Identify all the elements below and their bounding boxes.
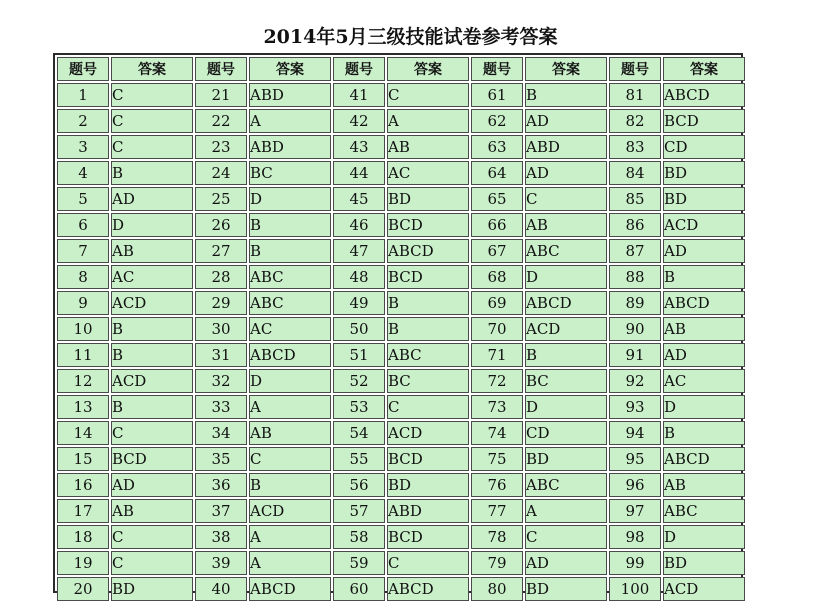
question-number: 29 <box>195 291 247 315</box>
question-number: 69 <box>471 291 523 315</box>
question-number: 24 <box>195 161 247 185</box>
question-number: 57 <box>333 499 385 523</box>
header-answer: 答案 <box>111 57 193 81</box>
answer-value: A <box>249 551 331 575</box>
answer-value: B <box>663 265 745 289</box>
question-number: 60 <box>333 577 385 601</box>
question-number: 40 <box>195 577 247 601</box>
answer-value: BC <box>387 369 469 393</box>
answer-value: ACD <box>111 291 193 315</box>
answer-value: C <box>111 525 193 549</box>
answer-value: B <box>525 83 607 107</box>
answer-value: BCD <box>663 109 745 133</box>
answer-value: A <box>249 525 331 549</box>
table-row <box>57 395 745 419</box>
question-number: 74 <box>471 421 523 445</box>
answer-value: ABCD <box>663 291 745 315</box>
question-number: 54 <box>333 421 385 445</box>
question-number: 77 <box>471 499 523 523</box>
question-number: 55 <box>333 447 385 471</box>
question-number: 7 <box>57 239 109 263</box>
question-number: 23 <box>195 135 247 159</box>
answer-value: AB <box>663 473 745 497</box>
question-number: 63 <box>471 135 523 159</box>
answer-value: B <box>387 317 469 341</box>
question-number: 19 <box>57 551 109 575</box>
answer-value: BCD <box>111 447 193 471</box>
table-row <box>57 551 745 575</box>
question-number: 16 <box>57 473 109 497</box>
answer-value: AD <box>525 551 607 575</box>
answer-value: AD <box>525 109 607 133</box>
answer-table <box>55 55 747 603</box>
question-number: 84 <box>609 161 661 185</box>
table-row <box>57 499 745 523</box>
answer-value: AC <box>111 265 193 289</box>
answer-value: C <box>387 83 469 107</box>
table-row <box>57 317 745 341</box>
question-number: 88 <box>609 265 661 289</box>
answer-value: AD <box>663 239 745 263</box>
answer-value: BD <box>387 473 469 497</box>
answer-value: C <box>111 109 193 133</box>
question-number: 80 <box>471 577 523 601</box>
answer-value: ACD <box>249 499 331 523</box>
answer-value: ABD <box>249 135 331 159</box>
answer-value: ABC <box>249 265 331 289</box>
question-number: 13 <box>57 395 109 419</box>
table-row <box>57 291 745 315</box>
question-number: 49 <box>333 291 385 315</box>
answer-value: AB <box>525 213 607 237</box>
table-row <box>57 213 745 237</box>
answer-value: D <box>249 187 331 211</box>
question-number: 2 <box>57 109 109 133</box>
answer-value: D <box>111 213 193 237</box>
question-number: 32 <box>195 369 247 393</box>
answer-value: B <box>111 161 193 185</box>
answer-value: AD <box>525 161 607 185</box>
question-number: 68 <box>471 265 523 289</box>
answer-value: A <box>249 395 331 419</box>
question-number: 33 <box>195 395 247 419</box>
question-number: 17 <box>57 499 109 523</box>
answer-value: BCD <box>387 525 469 549</box>
question-number: 27 <box>195 239 247 263</box>
question-number: 67 <box>471 239 523 263</box>
question-number: 38 <box>195 525 247 549</box>
question-number: 91 <box>609 343 661 367</box>
answer-value: A <box>249 109 331 133</box>
answer-value: AD <box>111 187 193 211</box>
table-row <box>57 369 745 393</box>
question-number: 10 <box>57 317 109 341</box>
answer-value: AB <box>111 239 193 263</box>
question-number: 56 <box>333 473 385 497</box>
question-number: 30 <box>195 317 247 341</box>
answer-value: B <box>111 395 193 419</box>
question-number: 99 <box>609 551 661 575</box>
question-number: 44 <box>333 161 385 185</box>
question-number: 79 <box>471 551 523 575</box>
question-number: 53 <box>333 395 385 419</box>
answer-value: ABCD <box>663 83 745 107</box>
question-number: 48 <box>333 265 385 289</box>
answer-value: ACD <box>387 421 469 445</box>
table-row <box>57 577 745 601</box>
answer-value: ACD <box>111 369 193 393</box>
question-number: 41 <box>333 83 385 107</box>
answer-value: AD <box>663 343 745 367</box>
answer-value: C <box>111 421 193 445</box>
answer-value: C <box>387 395 469 419</box>
table-row <box>57 239 745 263</box>
question-number: 39 <box>195 551 247 575</box>
answer-value: BD <box>387 187 469 211</box>
answer-value: D <box>663 395 745 419</box>
question-number: 89 <box>609 291 661 315</box>
answer-value: ACD <box>663 213 745 237</box>
question-number: 14 <box>57 421 109 445</box>
answer-value: C <box>525 525 607 549</box>
question-number: 25 <box>195 187 247 211</box>
question-number: 28 <box>195 265 247 289</box>
question-number: 37 <box>195 499 247 523</box>
header-number: 题号 <box>609 57 661 81</box>
question-number: 52 <box>333 369 385 393</box>
answer-value: ABD <box>249 83 331 107</box>
header-number: 题号 <box>195 57 247 81</box>
question-number: 93 <box>609 395 661 419</box>
answer-value: ACD <box>525 317 607 341</box>
question-number: 81 <box>609 83 661 107</box>
question-number: 58 <box>333 525 385 549</box>
question-number: 90 <box>609 317 661 341</box>
answer-value: BC <box>525 369 607 393</box>
answer-value: AC <box>249 317 331 341</box>
header-answer: 答案 <box>663 57 745 81</box>
answer-value: C <box>111 83 193 107</box>
question-number: 72 <box>471 369 523 393</box>
question-number: 82 <box>609 109 661 133</box>
table-row <box>57 473 745 497</box>
answer-value: ABCD <box>387 577 469 601</box>
header-number: 题号 <box>471 57 523 81</box>
question-number: 65 <box>471 187 523 211</box>
question-number: 9 <box>57 291 109 315</box>
answer-value: D <box>249 369 331 393</box>
table-row <box>57 135 745 159</box>
question-number: 66 <box>471 213 523 237</box>
table-row <box>57 525 745 549</box>
answer-value: ACD <box>663 577 745 601</box>
table-row <box>57 161 745 185</box>
question-number: 3 <box>57 135 109 159</box>
answer-value: A <box>387 109 469 133</box>
question-number: 100 <box>609 577 661 601</box>
answer-value: AC <box>387 161 469 185</box>
answer-value: ABC <box>387 343 469 367</box>
answer-value: B <box>249 239 331 263</box>
question-number: 50 <box>333 317 385 341</box>
question-number: 83 <box>609 135 661 159</box>
question-number: 87 <box>609 239 661 263</box>
answer-value: BC <box>249 161 331 185</box>
answer-value: D <box>663 525 745 549</box>
answer-value: ABCD <box>387 239 469 263</box>
question-number: 62 <box>471 109 523 133</box>
question-number: 5 <box>57 187 109 211</box>
answer-value: B <box>663 421 745 445</box>
question-number: 75 <box>471 447 523 471</box>
question-number: 18 <box>57 525 109 549</box>
answer-value: ABCD <box>663 447 745 471</box>
answer-value: ABC <box>663 499 745 523</box>
question-number: 47 <box>333 239 385 263</box>
answer-value: ABC <box>525 239 607 263</box>
question-number: 46 <box>333 213 385 237</box>
question-number: 15 <box>57 447 109 471</box>
question-number: 59 <box>333 551 385 575</box>
question-number: 73 <box>471 395 523 419</box>
header-answer: 答案 <box>387 57 469 81</box>
answer-value: BCD <box>387 213 469 237</box>
answer-value: C <box>387 551 469 575</box>
answer-value: B <box>249 473 331 497</box>
answer-value: ABC <box>249 291 331 315</box>
question-number: 78 <box>471 525 523 549</box>
answer-value: C <box>249 447 331 471</box>
question-number: 71 <box>471 343 523 367</box>
header-number: 题号 <box>333 57 385 81</box>
question-number: 43 <box>333 135 385 159</box>
question-number: 21 <box>195 83 247 107</box>
question-number: 31 <box>195 343 247 367</box>
answer-value: CD <box>663 135 745 159</box>
question-number: 85 <box>609 187 661 211</box>
answer-value: ABD <box>387 499 469 523</box>
answer-value: D <box>525 395 607 419</box>
answer-value: BD <box>663 161 745 185</box>
header-number: 题号 <box>57 57 109 81</box>
answer-value: C <box>111 551 193 575</box>
header-row <box>57 57 745 81</box>
table-row <box>57 109 745 133</box>
answer-value: B <box>525 343 607 367</box>
table-row <box>57 447 745 471</box>
table-body <box>57 83 745 601</box>
answer-value: AB <box>387 135 469 159</box>
question-number: 51 <box>333 343 385 367</box>
question-number: 76 <box>471 473 523 497</box>
answer-value: BD <box>111 577 193 601</box>
question-number: 96 <box>609 473 661 497</box>
question-number: 12 <box>57 369 109 393</box>
answer-value: ABC <box>525 473 607 497</box>
question-number: 98 <box>609 525 661 549</box>
question-number: 4 <box>57 161 109 185</box>
question-number: 64 <box>471 161 523 185</box>
question-number: 20 <box>57 577 109 601</box>
answer-value: ABCD <box>249 343 331 367</box>
question-number: 35 <box>195 447 247 471</box>
table-row <box>57 421 745 445</box>
question-number: 34 <box>195 421 247 445</box>
question-number: 61 <box>471 83 523 107</box>
answer-value: ABCD <box>249 577 331 601</box>
answer-value: B <box>111 317 193 341</box>
answer-value: AB <box>111 499 193 523</box>
answer-value: B <box>111 343 193 367</box>
answer-value: ABCD <box>525 291 607 315</box>
question-number: 11 <box>57 343 109 367</box>
answer-value: D <box>525 265 607 289</box>
answer-value: B <box>387 291 469 315</box>
answer-value: BD <box>663 551 745 575</box>
question-number: 97 <box>609 499 661 523</box>
question-number: 1 <box>57 83 109 107</box>
answer-value: C <box>525 187 607 211</box>
answer-value: CD <box>525 421 607 445</box>
answer-table-frame <box>53 53 743 598</box>
question-number: 8 <box>57 265 109 289</box>
answer-value: A <box>525 499 607 523</box>
question-number: 36 <box>195 473 247 497</box>
answer-value: BCD <box>387 447 469 471</box>
answer-value: AC <box>663 369 745 393</box>
table-row <box>57 83 745 107</box>
page-title: 2014年5月三级技能试卷参考答案 <box>263 26 558 48</box>
answer-value: AD <box>111 473 193 497</box>
answer-value: BD <box>525 577 607 601</box>
question-number: 26 <box>195 213 247 237</box>
question-number: 95 <box>609 447 661 471</box>
table-row <box>57 343 745 367</box>
question-number: 86 <box>609 213 661 237</box>
answer-value: AB <box>249 421 331 445</box>
answer-value: BCD <box>387 265 469 289</box>
answer-value: AB <box>663 317 745 341</box>
question-number: 92 <box>609 369 661 393</box>
question-number: 42 <box>333 109 385 133</box>
answer-value: ABD <box>525 135 607 159</box>
table-row <box>57 265 745 289</box>
question-number: 45 <box>333 187 385 211</box>
question-number: 94 <box>609 421 661 445</box>
table-row <box>57 187 745 211</box>
question-number: 22 <box>195 109 247 133</box>
answer-value: B <box>249 213 331 237</box>
header-answer: 答案 <box>249 57 331 81</box>
answer-value: C <box>111 135 193 159</box>
answer-value: BD <box>663 187 745 211</box>
question-number: 70 <box>471 317 523 341</box>
header-answer: 答案 <box>525 57 607 81</box>
answer-value: BD <box>525 447 607 471</box>
question-number: 6 <box>57 213 109 237</box>
